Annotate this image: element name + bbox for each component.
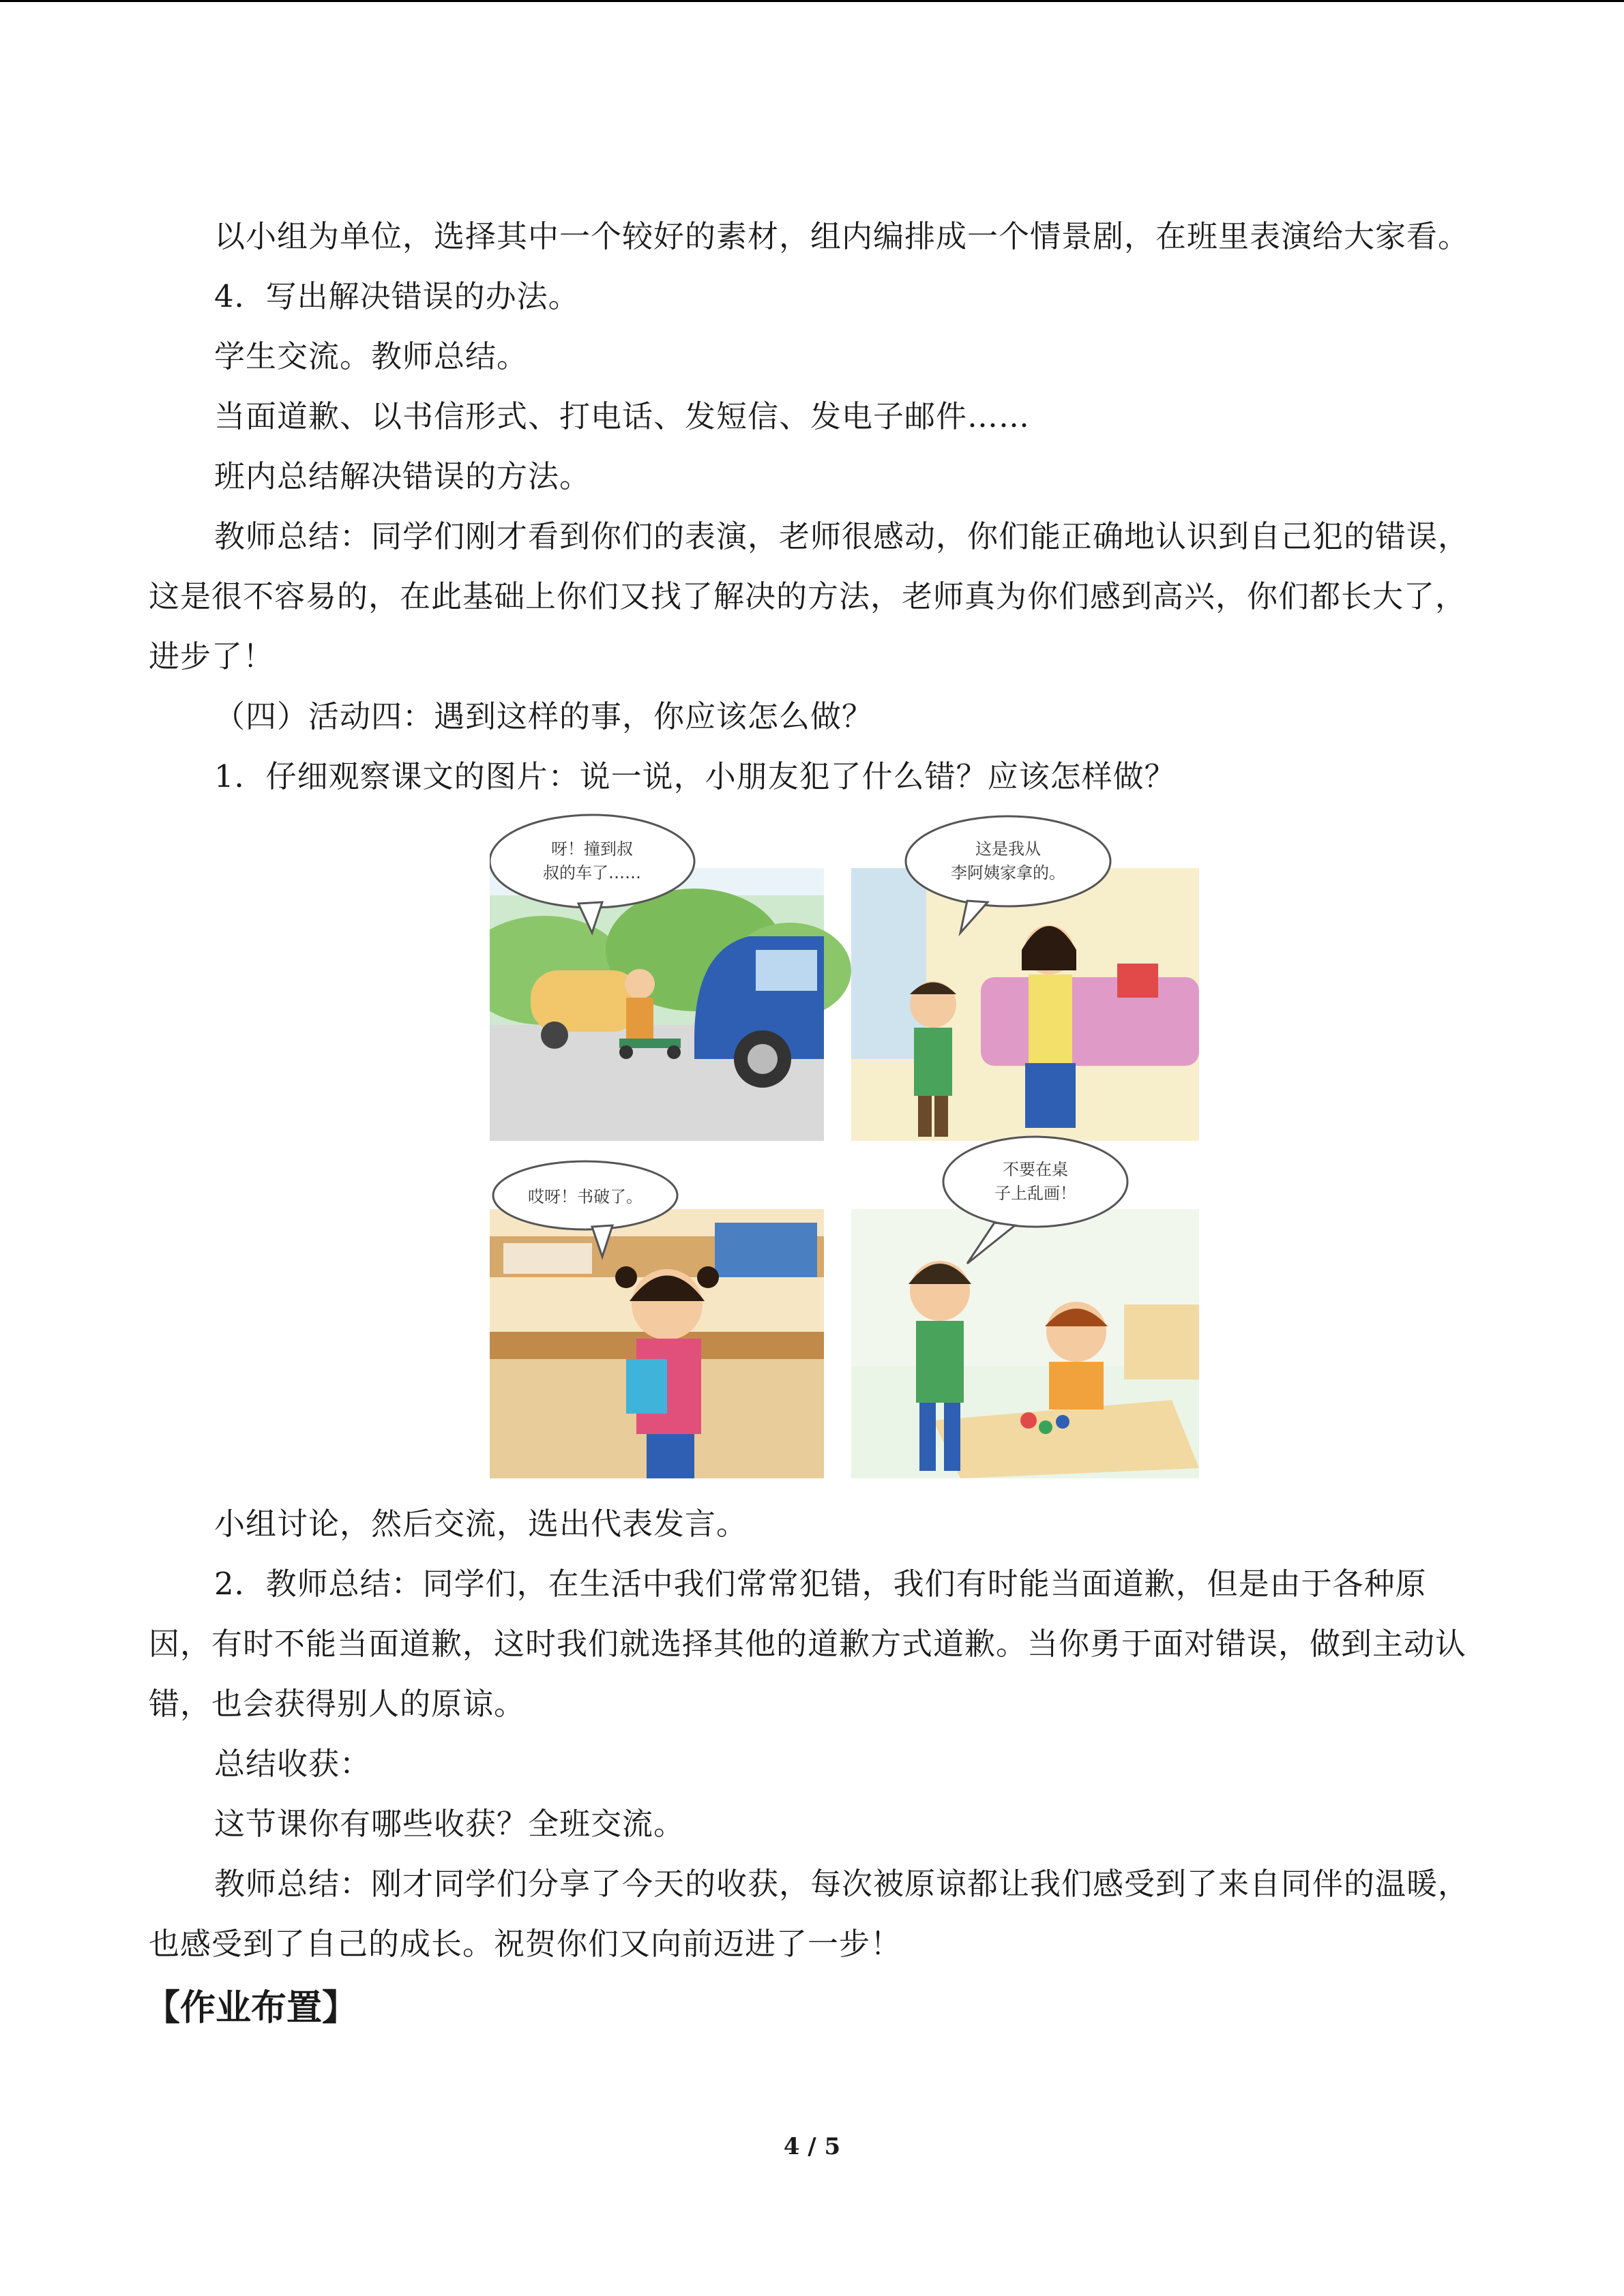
speech-bubble-text: 不要在桌 — [1003, 1160, 1068, 1179]
paragraph: （四）活动四：遇到这样的事，你应该怎么做？ — [214, 698, 874, 734]
paragraph: 当面道歉、以书信形式、打电话、发短信、发电子邮件…… — [214, 398, 1031, 434]
paragraph: 学生交流。教师总结。 — [214, 338, 529, 374]
paragraph: 这节课你有哪些收获？全班交流。 — [214, 1806, 685, 1842]
panel-torn-book — [490, 1161, 824, 1478]
panel-took-item — [851, 816, 1199, 1141]
paragraph: 小组讨论，然后交流，选出代表发言。 — [214, 1506, 748, 1542]
paragraph: 2．教师总结：同学们，在生活中我们常常犯错，我们有时能当面道歉，但是由于各种原因，有时不能当面道歉，这时我们就选择其他的道歉方式道歉。当你勇于面对错误，做到主动认错，也会获得别人的原谅。 — [149, 1566, 1467, 1722]
paragraph: 4．写出解决错误的办法。 — [214, 278, 580, 314]
paragraph: 教师总结：刚才同学们分享了今天的收获，每次被原谅都让我们感受到了来自同伴的温暖，也感受到了自己的成长。祝贺你们又向前迈进了一步！ — [149, 1866, 1470, 1962]
speech-bubble-text: 这是我从 — [975, 839, 1041, 859]
panel-bump-car — [490, 815, 851, 1141]
section-heading: 【作业布置】 — [145, 1988, 358, 2029]
paragraph: 以小组为单位，选择其中一个较好的素材，组内编排成一个情景剧，在班里表演给大家看。 — [214, 218, 1470, 254]
document-body — [145, 207, 1475, 2038]
paragraph: 1．仔细观察课文的图片：说一说，小朋友犯了什么错？应该怎样做？ — [214, 758, 1176, 794]
paragraph: 教师总结：同学们刚才看到你们的表演，老师很感动，你们能正确地认识到自己犯的错误，这是很不容易的，在此基础上你们又找了解决的方法，老师真为你们感到高兴，你们都长大了，进步了！ — [149, 518, 1470, 674]
speech-bubble-text: 哎呀！书破了。 — [528, 1187, 643, 1206]
speech-bubble-text: 呀！撞到叔 — [551, 839, 633, 859]
page-number: 4 / 5 — [783, 2133, 841, 2160]
textbook-illustration — [490, 814, 1199, 1478]
illustration-container — [149, 814, 1475, 1489]
speech-bubble-text: 李阿姨家拿的。 — [951, 863, 1065, 882]
paragraph: 总结收获： — [214, 1746, 372, 1782]
paragraph: 班内总结解决错误的方法。 — [214, 458, 591, 494]
speech-bubble-text: 叔的车了…… — [543, 863, 641, 882]
speech-bubble-text: 子上乱画！ — [994, 1184, 1076, 1203]
panel-drawing-desk — [851, 1137, 1199, 1478]
